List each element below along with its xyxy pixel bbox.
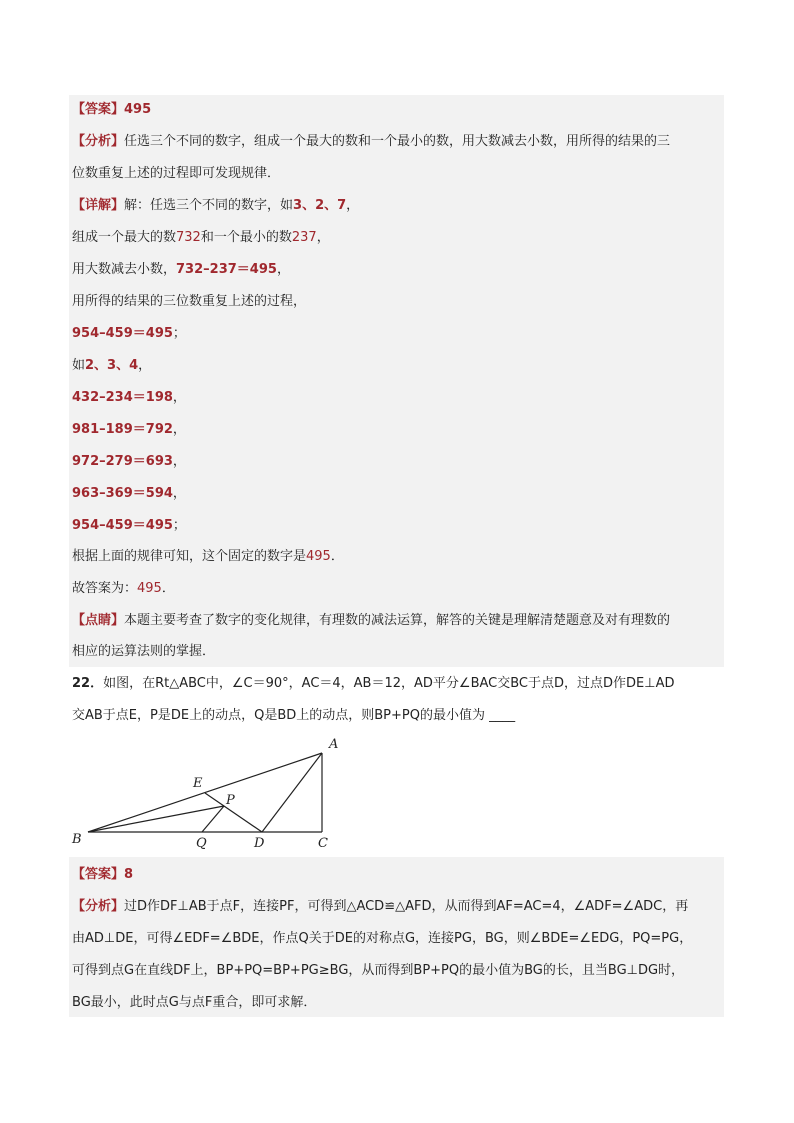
sub-end: ， [276,262,290,277]
conclusion-end: ． [330,549,344,564]
equation-3-expr: 981–189＝792 [72,422,173,437]
equation-4 [72,453,186,471]
analysis-22-text-3: 可得到点G在直线DF上，BP+PQ=BP+PG≥BG，从而得到BP+PQ的最小值为BG的长，且当BG⊥DG时， [72,963,685,978]
sub-line [72,261,290,279]
repeat-line [72,293,306,311]
answer-value: 495 [124,102,152,117]
equation-4-expr: 972–279＝693 [72,454,173,469]
ru-digits: 2、3、4 [85,358,139,373]
comment-line-1 [72,612,670,630]
label-q: Q [196,836,207,851]
segment-ab [88,753,322,832]
label-e: E [193,776,203,791]
final-answer-line [72,580,175,598]
form-min: 237 [291,230,317,245]
analysis-22-text-1: 过D作DF⊥AB于点F，连接PF，可得到△ACD≌△AFD，从而得到AF=AC=4，∠ADF=∠ADC，再 [124,899,689,914]
analysis-22-text-4: BG最小，此时点G与点F重合，即可求解． [72,995,317,1010]
equation-5 [72,485,186,503]
form-end: ， [316,230,330,245]
equation-5-expr: 963–369＝594 [72,486,173,501]
equation-1-expr: 954–459＝495 [72,326,173,341]
question-text-2: 交AB于点E，P是DE上的动点，Q是BD上的动点，则BP+PQ的最小值为 ____ [72,708,516,723]
detail-intro: 解：任选三个不同的数字，如 [124,198,294,213]
form-max: 732 [176,230,201,245]
detail-line [72,197,359,215]
final-text: 故答案为： [72,581,138,596]
equation-3-end: ， [172,422,186,437]
detail-end: ， [346,198,360,213]
conclusion-value: 495 [306,549,331,564]
ru-text: 如 [72,358,86,373]
equation-3 [72,421,186,439]
detail-digits: 3、2、7 [293,198,347,213]
question-line-1 [72,675,674,693]
equation-6-expr: 954–459＝495 [72,518,173,533]
analysis-22-line-3 [72,962,684,980]
equation-2-end: ， [172,390,186,405]
label-c: C [318,836,328,851]
answer-value-22: 8 [124,867,134,882]
form-line [72,229,330,247]
conclusion-text: 根据上面的规律可知，这个固定的数字是 [72,549,307,564]
equation-2 [72,389,186,407]
question-line-2 [72,707,515,725]
equation-1 [72,325,186,343]
comment-line-2 [72,643,215,661]
analysis-text-1: 任选三个不同的数字，组成一个最大的数和一个最小的数，用大数减去小数，用所得的结果的三 [124,134,671,149]
equation-6 [72,517,186,535]
comment-tag: 【点睛】 [72,613,125,628]
answer-tag-22: 【答案】 [72,867,125,882]
ru-end: ， [138,358,152,373]
analysis-tag-22: 【分析】 [72,899,125,914]
comment-text-2: 相应的运算法则的掌握． [72,644,216,659]
segment-ad [262,753,322,832]
analysis-text-2: 位数重复上述的过程即可发现规律． [72,166,281,181]
analysis-22-line-2 [72,930,692,948]
equation-1-end: ； [172,326,186,341]
label-a: A [329,737,339,752]
analysis-line-1 [72,133,670,151]
analysis-22-line-1 [72,898,688,916]
equation-5-end: ， [172,486,186,501]
question-text-1: 如图，在Rt△ABC中，∠C＝90°，AC＝4，AB＝12，AD平分∠BAC交BC于点D，过点D作DE⊥AD [103,676,675,691]
detail-tag: 【详解】 [72,198,125,213]
analysis-22-line-4 [72,994,316,1012]
repeat-text: 用所得的结果的三位数重复上述的过程， [72,294,307,309]
sub-expr: 732–237＝495 [176,262,277,277]
final-value: 495 [137,581,162,596]
ru-line [72,357,151,375]
sub-text: 用大数减去小数， [72,262,177,277]
triangle-figure [66,735,346,855]
conclusion-line [72,548,344,566]
equation-4-end: ， [172,454,186,469]
label-b: B [72,832,82,847]
analysis-tag: 【分析】 [72,134,125,149]
analysis-22-text-2: 由AD⊥DE，可得∠EDF=∠BDE，作点Q关于DE的对称点G，连接PG，BG，则∠BDE=∠EDG，PQ=PG， [72,931,693,946]
equation-6-end: ； [172,518,186,533]
answer-line [72,101,151,119]
comment-text-1: 本题主要考查了数字的变化规律，有理数的减法运算，解答的关键是理解清楚题意及对有理数的 [124,613,671,628]
label-d: D [254,836,265,851]
form-text-b: 和一个最小的数 [200,230,292,245]
question-number: 22． [72,676,104,691]
label-p: P [226,793,235,808]
form-text-a: 组成一个最大的数 [72,230,177,245]
final-end: ． [161,581,175,596]
analysis-line-2 [72,165,280,183]
segment-bp [88,806,224,832]
answer-tag: 【答案】 [72,102,125,117]
equation-2-expr: 432–234＝198 [72,390,173,405]
answer-line-22 [72,866,133,884]
